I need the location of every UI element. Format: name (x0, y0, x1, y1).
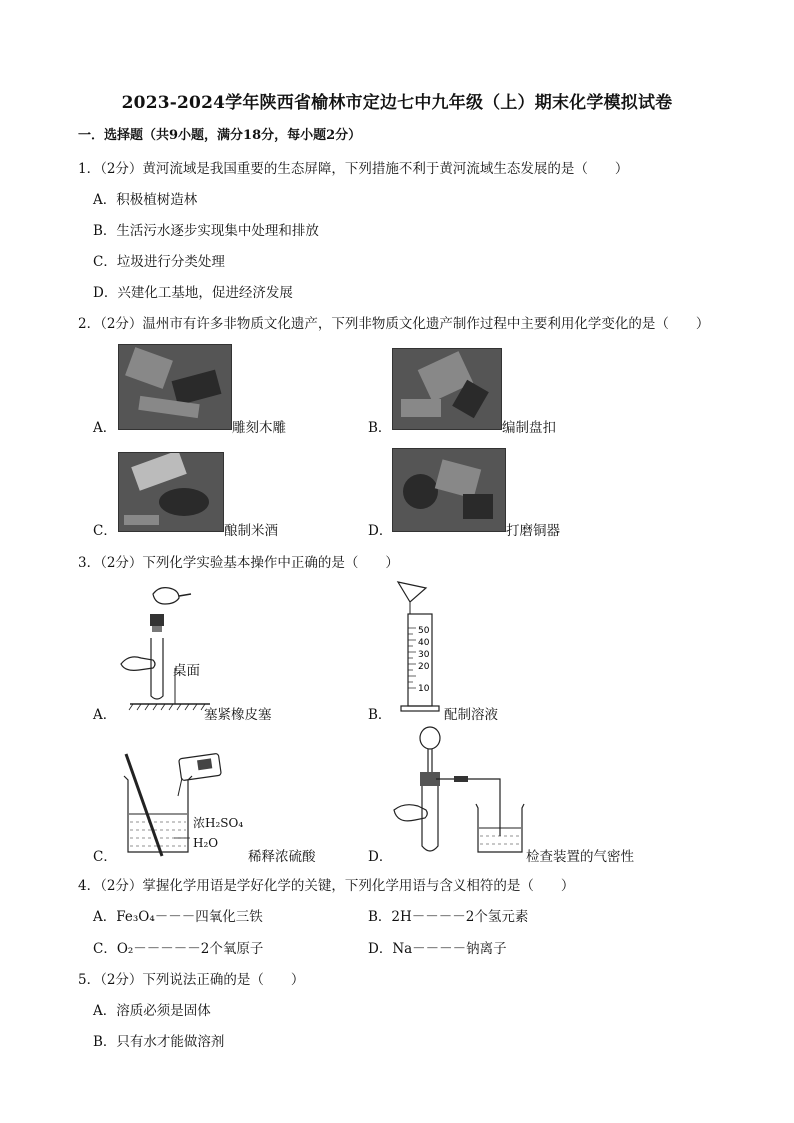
question-2-option-c-letter: C． (93, 523, 117, 539)
question-2-option-a-caption: 雕刻木雕 (232, 420, 286, 436)
question-1-option-c: C．垃圾进行分类处理 (93, 254, 225, 270)
question-3-stem: 3．（2分）下列化学实验基本操作中正确的是（ ） (78, 555, 399, 571)
graduated-cylinder-diagram (396, 578, 444, 716)
question-5-option-b: B．只有水才能做溶剂 (93, 1034, 225, 1050)
question-3-option-c-letter: C． (93, 849, 117, 865)
question-2-stem: 2．（2分）温州市有许多非物质文化遗产，下列非物质文化遗产制作过程中主要利用化学变化的是（ ） (78, 316, 710, 332)
question-3-option-a-letter: A． (93, 707, 117, 723)
question-3-option-d-letter: D． (368, 849, 393, 865)
page-title: 2023-2024学年陕西省榆林市定边七中九年级（上）期末化学模拟试卷 (121, 93, 673, 113)
question-2-option-c-caption: 酿制米酒 (224, 523, 278, 539)
copper-polishing-photo (392, 448, 506, 532)
question-1-option-d: D．兴建化工基地，促进经济发展 (93, 285, 293, 301)
question-3-option-c-caption: 稀释浓硫酸 (248, 849, 316, 865)
question-2-option-d-caption: 打磨铜器 (506, 523, 560, 539)
section-heading: 一．选择题（共9小题，满分18分，每小题2分） (78, 128, 362, 143)
rice-wine-photo (118, 452, 224, 532)
question-1-stem: 1．（2分）黄河流域是我国重要的生态屏障，下列措施不利于黄河流域生态发展的是（ ） (78, 161, 629, 177)
question-4-stem: 4．（2分）掌握化学用语是学好化学的关键，下列化学用语与含义相符的是（ ） (78, 878, 575, 894)
tick-30: 30 (418, 650, 430, 660)
question-5-stem: 5．（2分）下列说法正确的是（ ） (78, 972, 305, 988)
question-1-option-b: B．生活污水逐步实现集中处理和排放 (93, 223, 319, 239)
dilution-diagram (118, 752, 250, 860)
question-5-option-a: A．溶质必须是固体 (93, 1003, 211, 1019)
question-3-option-b-caption: 配制溶液 (444, 707, 498, 723)
water-label: H₂O (193, 836, 219, 850)
question-4-option-d: D．Na－－－－钠离子 (368, 941, 507, 957)
airtightness-diagram (392, 724, 527, 859)
desk-surface-label: 桌面 (173, 663, 200, 679)
question-2-option-b-caption: 编制盘扣 (502, 420, 556, 436)
wood-carving-photo (118, 344, 232, 430)
question-4-option-a: A．Fe₃O₄－－－四氧化三铁 (93, 909, 263, 925)
question-2-option-d-letter: D． (368, 523, 393, 539)
question-3-option-a-caption: 塞紧橡皮塞 (204, 707, 272, 723)
stopper-diagram (115, 584, 210, 716)
question-2-option-b-letter: B． (368, 420, 392, 436)
question-1-option-a: A．积极植树造林 (93, 192, 198, 208)
question-4-option-c: C．O₂－－－－－2个氧原子 (93, 941, 264, 957)
tick-10: 10 (418, 684, 430, 694)
tick-40: 40 (418, 638, 430, 648)
conc-sulfuric-acid-label: 浓H₂SO₄ (193, 816, 244, 830)
tick-20: 20 (418, 662, 430, 672)
question-3-option-d-caption: 检查装置的气密性 (526, 849, 634, 865)
question-2-option-a-letter: A． (93, 420, 117, 436)
question-3-option-b-letter: B． (368, 707, 392, 723)
tick-50: 50 (418, 626, 430, 636)
button-knot-photo (392, 348, 502, 430)
question-4-option-b: B．2H－－－－2个氢元素 (368, 909, 529, 925)
